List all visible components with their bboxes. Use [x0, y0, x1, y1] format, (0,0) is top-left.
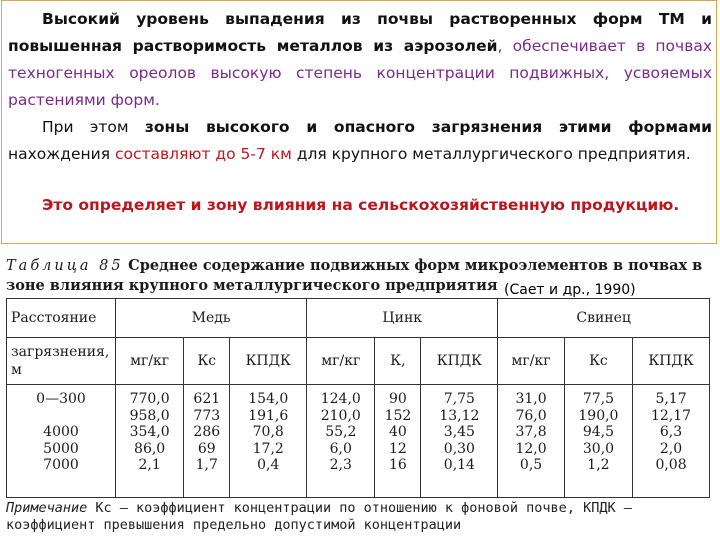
table-caption-text: Среднее содержание подвижных форм микроэлементов в почвах в зоне влияния крупного металлургического предприятия [6, 257, 703, 294]
cell: 191,6 [248, 407, 289, 424]
distance-header [7, 299, 116, 338]
column-zinc-k [375, 385, 421, 498]
cell: 0,08 [655, 457, 687, 473]
sub-header: мг/кг [307, 338, 375, 385]
table-header-row-1 [7, 299, 710, 338]
paragraph-2-start: При этом [42, 118, 145, 136]
table-header-row-2 [7, 338, 710, 385]
cell: 31,0 [515, 391, 547, 407]
sub-header: мг/кг [498, 338, 564, 385]
cell: 0,4 [257, 457, 280, 473]
column-copper-kc [184, 385, 230, 498]
column-copper-kpdk [230, 385, 307, 498]
column-lead-mgkg [498, 385, 564, 498]
cell: 1,7 [195, 457, 218, 473]
distance-column [7, 385, 116, 498]
cell: 152 [384, 407, 412, 424]
cell: 13,12 [439, 407, 480, 424]
column-lead-kpdk [633, 385, 710, 498]
distance-header-line-2: загрязнения, [11, 344, 110, 360]
cell: 2,0 [659, 440, 683, 457]
paragraph-2-bold: зоны высокого и опасного загрязнения этими формами [144, 118, 713, 136]
column-zinc-mgkg [307, 385, 375, 498]
cell: 6,3 [659, 424, 683, 440]
sub-header: Кс [184, 338, 230, 385]
cell: 94,5 [582, 424, 614, 440]
source-citation: (Сает и др., 1990) [504, 282, 636, 298]
cell: 6,0 [329, 440, 352, 457]
cell: 7,75 [443, 391, 475, 407]
note-text: Кс — коэффициент концентрации по отношению к фоновой почве, КПДК — коэффициент превышения предельно допустимой концентрации [6, 500, 632, 533]
paragraph-2-end: для крупного металлургического предприятия. [291, 145, 691, 163]
sub-header: КПДК [633, 338, 710, 385]
distance-header-line-3: м [11, 362, 22, 378]
distance-value [7, 408, 115, 425]
cell: 30,0 [582, 440, 614, 457]
cell: 0,14 [443, 457, 475, 473]
data-table [6, 298, 710, 498]
column-zinc-kpdk [421, 385, 498, 498]
sub-header: КПДК [421, 338, 498, 385]
sub-header: К, [375, 338, 421, 385]
paragraph-2-mid: нахождения [8, 145, 115, 163]
cell: 40 [389, 424, 407, 440]
cell: 2,1 [138, 457, 161, 473]
cell: 16 [389, 457, 407, 473]
text-box [1, 0, 717, 244]
distance-value: 7000 [43, 457, 79, 473]
cell: 70,8 [252, 424, 284, 440]
cell: 286 [193, 424, 221, 440]
cell: 3,45 [443, 424, 475, 440]
cell: 621 [193, 391, 221, 407]
cell: 86,0 [134, 440, 166, 457]
table-note [6, 500, 716, 534]
group-header-copper: Медь [116, 299, 307, 338]
paragraph-3: Это определяет и зону влияния на сельскохозяйственную продукцию. [42, 196, 680, 214]
cell: 210,0 [320, 407, 361, 424]
paragraph-1 [8, 6, 712, 114]
sub-header: мг/кг [116, 338, 184, 385]
group-header-zinc: Цинк [307, 299, 498, 338]
paragraph-1-bold: Высокий уровень выпадения из почвы растворенных форм ТМ и повышенная растворимость металлов из аэрозолей [8, 10, 712, 55]
table-caption-label: Таблица 85 [6, 258, 124, 274]
cell: 773 [193, 407, 221, 424]
cell: 770,0 [129, 391, 170, 407]
group-header-lead: Свинец [498, 299, 710, 338]
paragraph-2-red: составляют до 5-7 км [114, 145, 292, 163]
cell: 958,0 [129, 407, 170, 424]
cell: 0,5 [519, 457, 543, 473]
distance-subheader [7, 338, 116, 385]
paragraph-1-rest: , обеспечивает в почвах техногенных ореолов высокую степень концентрации подвижных, усвояемых растениями форм. [8, 37, 713, 109]
distance-value: 0—300 [36, 391, 86, 407]
cell: 0,30 [443, 440, 475, 457]
cell: 124,0 [320, 391, 361, 407]
column-copper-mgkg [116, 385, 184, 498]
cell: 37,8 [515, 424, 547, 440]
distance-value: 4000 [43, 424, 79, 440]
sub-header: КПДК [230, 338, 307, 385]
cell: 154,0 [248, 391, 289, 407]
cell: 12,0 [515, 440, 547, 457]
cell: 12,17 [650, 407, 692, 424]
cell: 17,2 [252, 440, 284, 457]
cell: 12 [389, 440, 407, 457]
distance-header-line-1: Расстояние [11, 310, 97, 326]
paragraph-2 [8, 114, 712, 168]
column-lead-kc [564, 385, 632, 498]
cell: 190,0 [578, 407, 619, 424]
cell: 2,3 [329, 457, 352, 473]
distance-value: 5000 [43, 440, 79, 457]
note-label: Примечание [6, 500, 88, 516]
cell: 5,17 [655, 391, 687, 407]
cell: 76,0 [515, 407, 547, 424]
cell: 77,5 [582, 391, 614, 407]
table-body-row [7, 385, 710, 498]
cell: 354,0 [129, 424, 170, 440]
cell: 90 [389, 391, 407, 407]
cell: 55,2 [325, 424, 357, 440]
cell: 69 [197, 440, 216, 457]
cell: 1,2 [587, 457, 610, 473]
sub-header: Кс [564, 338, 632, 385]
